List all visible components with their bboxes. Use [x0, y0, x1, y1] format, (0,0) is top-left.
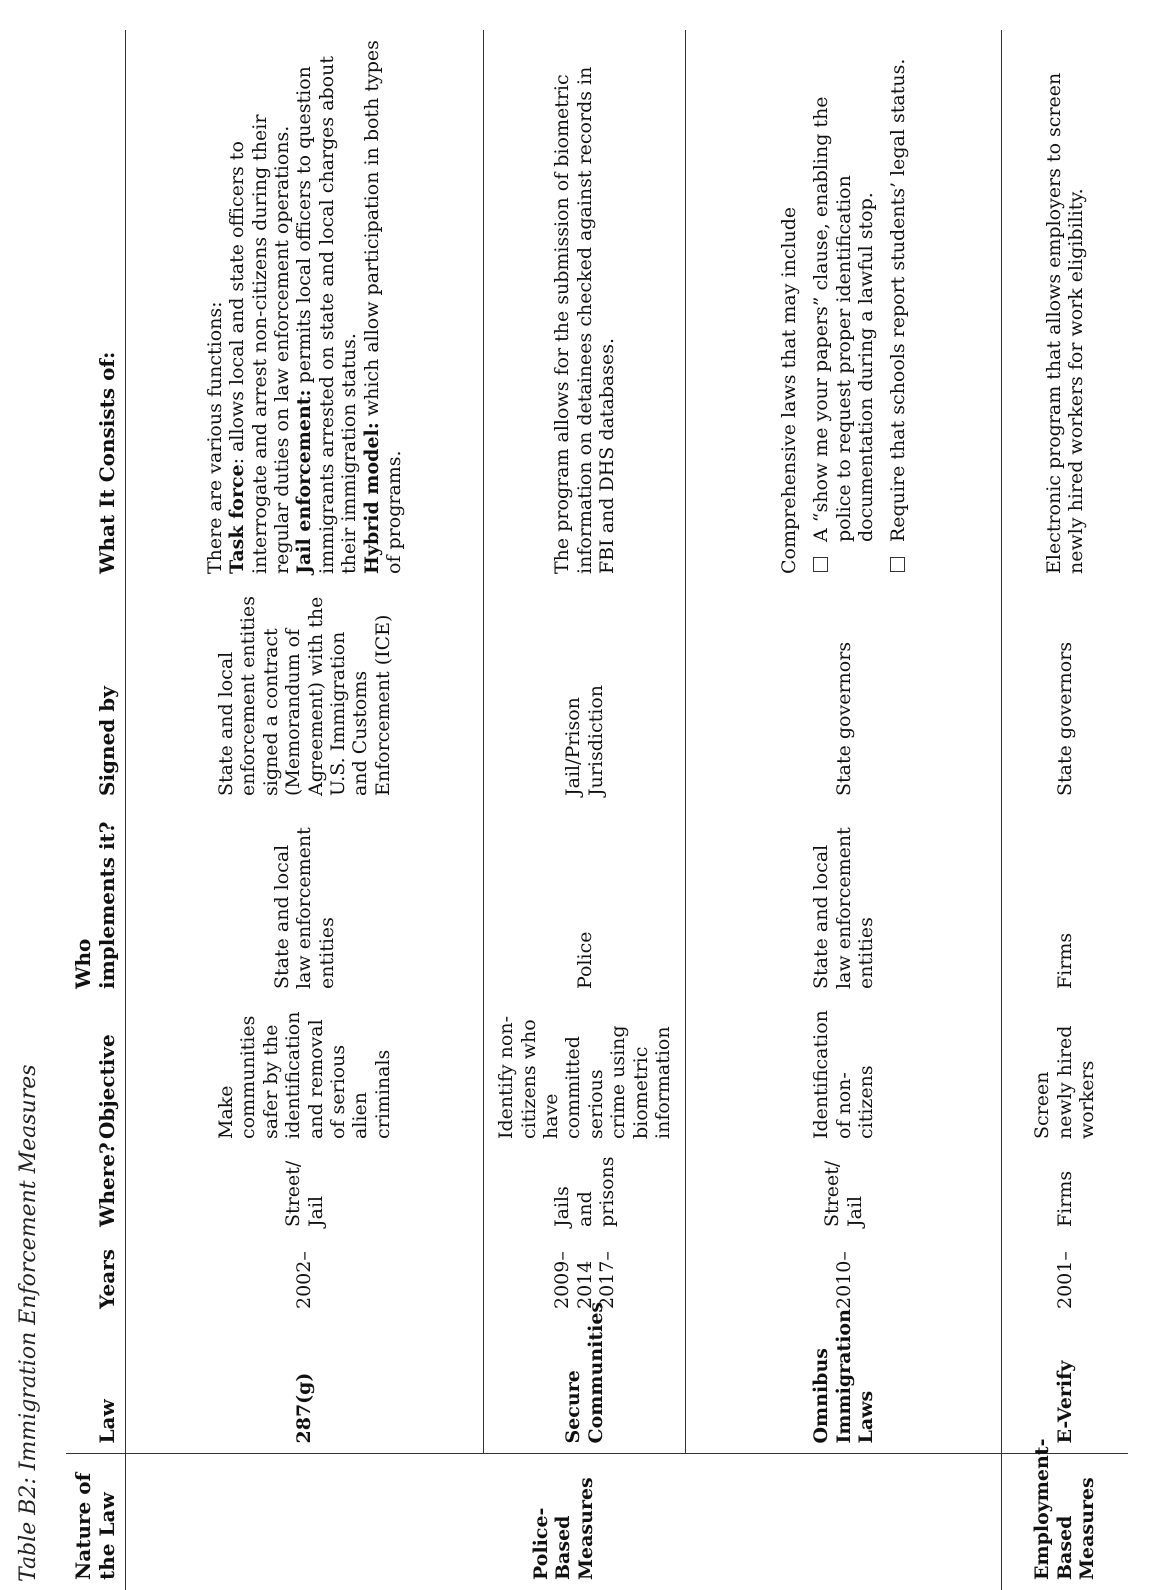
law-omnibus: Omnibus Immigration Laws — [686, 1319, 1002, 1454]
list-item — [810, 40, 877, 574]
consists-omnibus — [686, 30, 1002, 584]
consists-e-verify: Electronic program that allows employers to screen newly hired workers for work eligibility. — [1002, 30, 1128, 584]
table-row-secure-communities — [484, 30, 686, 1590]
year-value: 2001– — [1053, 1251, 1076, 1309]
signed-e-verify: State governors — [1002, 584, 1128, 806]
bullet-text: Require that schools report students’ legal status. — [887, 58, 910, 542]
item-label: Hybrid model: — [360, 422, 383, 574]
year-value: 2002– — [293, 1251, 316, 1309]
table-row-omnibus — [686, 30, 1002, 1590]
item-text: which allow participation in both types of programs. — [360, 40, 406, 574]
consists-secure-communities: The program allows for the submission of biometric information on detainees checked against records in FBI and DHS databases. — [484, 30, 686, 584]
item-text: permits local officers to question immigrants arrested on state and local charges about their immigration status. — [293, 56, 361, 574]
year-value: 2009– — [551, 1251, 574, 1309]
who-287g: State and local law enforcement entities — [271, 827, 338, 989]
year-value: 2014 — [573, 1260, 596, 1309]
signed-287g: State and local enforcement entities signed a contract (Memorandum of Agreement) with the U.S. Immigration and Customs Enforcement (ICE) — [214, 596, 394, 796]
objective-287g: Make communities safer by the identification and removal of serious alien criminals — [214, 1011, 394, 1139]
who-omnibus: State and local law enforcement entities — [686, 806, 1002, 999]
table-row-e-verify — [1002, 30, 1128, 1590]
where-secure-communities: Jails and prisons — [484, 1149, 686, 1237]
years-omnibus — [686, 1237, 1002, 1319]
consists-intro: There are various functions: — [203, 301, 226, 574]
where-omnibus: Street/ Jail — [686, 1149, 1002, 1237]
where-287g: Street/ Jail — [282, 1160, 327, 1227]
header-who-implements: Who implements it? — [66, 806, 126, 999]
list-item — [887, 40, 909, 574]
who-secure-communities: Police — [484, 806, 686, 999]
header-objective: Objective — [66, 999, 126, 1149]
signed-omnibus: State governors — [686, 584, 1002, 806]
bullet-text: A “show me your papers” clause, enabling the police to request proper identification documentation during a lawful stop. — [810, 96, 877, 542]
item-label: Task force — [226, 464, 249, 574]
consists-item-jail-enforcement — [293, 40, 360, 574]
header-signed-by: Signed by — [66, 584, 126, 806]
header-consists-of: What It Consists of: — [66, 30, 126, 584]
header-row — [66, 30, 126, 1590]
header-years: Years — [66, 1237, 126, 1319]
checkbox-square-icon — [890, 557, 905, 572]
law-e-verify: E-Verify — [1002, 1319, 1128, 1454]
item-label: Jail enforcement: — [293, 389, 316, 574]
law-287g: 287(g) — [293, 1372, 316, 1444]
category-employment-based: Employment-Based Measures — [1002, 1454, 1128, 1590]
rotated-table-container — [66, 30, 1128, 1590]
enforcement-measures-table — [66, 30, 1128, 1590]
years-secure-communities — [484, 1237, 686, 1319]
law-secure-communities: Secure Communities — [484, 1319, 686, 1454]
year-value: 2017– — [595, 1251, 618, 1309]
consists-item-task-force — [226, 40, 293, 574]
consists-item-hybrid-model — [361, 40, 406, 574]
header-where: Where? — [66, 1149, 126, 1237]
where-e-verify: Firms — [1002, 1149, 1128, 1237]
who-e-verify: Firms — [1002, 806, 1128, 999]
table-caption: Table B2: Immigration Enforcement Measures — [16, 1064, 41, 1582]
header-nature: Nature of the Law — [66, 1454, 126, 1590]
consists-bullet-list — [810, 40, 910, 574]
years-e-verify — [1002, 1237, 1128, 1319]
year-value: 2010– — [832, 1251, 855, 1309]
category-police-based: Police-Based Measures — [126, 1454, 1002, 1590]
objective-e-verify: Screen newly hired workers — [1002, 999, 1128, 1149]
table-row-287g — [126, 30, 484, 1590]
item-text: : allows local and state officers to interrogate and arrest non-citizens during their regular duties on law enforcement operations. — [226, 114, 293, 574]
signed-secure-communities: Jail/Prison Jurisdiction — [484, 584, 686, 806]
consists-intro: Comprehensive laws that may include — [777, 206, 800, 574]
header-law: Law — [66, 1319, 126, 1454]
consists-287g — [126, 30, 484, 584]
years-287g — [126, 1237, 484, 1319]
objective-omnibus: Identification of non-citizens — [686, 999, 1002, 1149]
checkbox-square-icon — [813, 557, 828, 572]
objective-secure-communities: Identify non-citizens who have committed serious crime using biometric information — [484, 999, 686, 1149]
